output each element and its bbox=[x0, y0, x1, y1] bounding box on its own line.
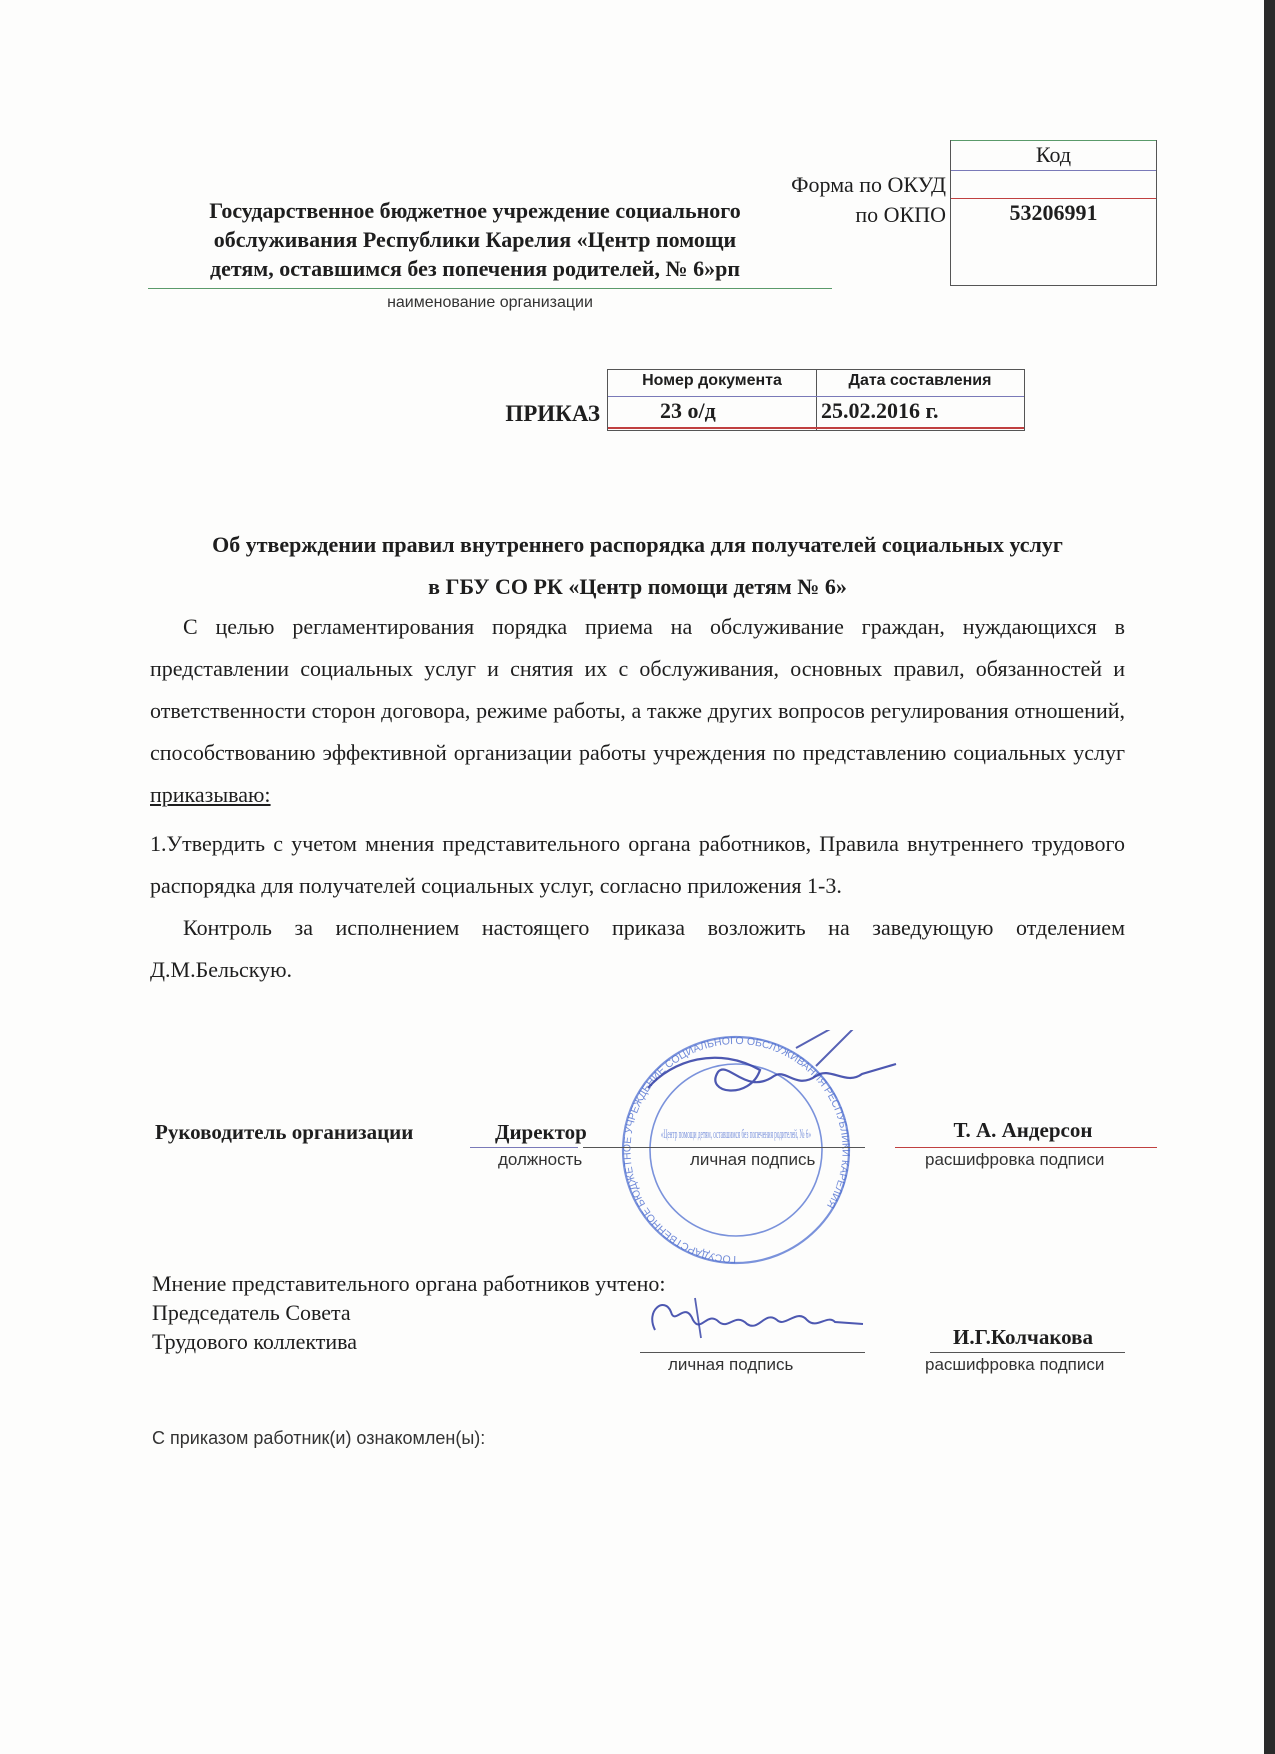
head-name: Т. А. Андерсон bbox=[953, 1118, 1093, 1142]
council-chair-line2: Трудового коллектива bbox=[152, 1329, 357, 1354]
code-header: Код bbox=[1035, 142, 1072, 167]
head-label: Руководитель организации bbox=[155, 1120, 414, 1144]
order-title: ПРИКАЗ bbox=[505, 401, 600, 426]
okpo-value: 53206991 bbox=[1009, 200, 1098, 225]
item-1-paragraph: 1.Утвердить с учетом мнения представительного органа работников, Правила внутреннего трудового распорядка для получателей социальных услуг, согласно приложения 1-3. bbox=[150, 831, 1125, 898]
head-position: Директор bbox=[495, 1120, 587, 1144]
okud-label: Форма по ОКУД bbox=[791, 172, 946, 197]
order-table-line bbox=[608, 396, 1024, 397]
organization-name bbox=[150, 196, 800, 283]
council-signature-icon bbox=[635, 1290, 865, 1350]
council-chair-line1: Председатель Совета bbox=[152, 1300, 351, 1325]
code-table-top-line bbox=[951, 140, 1156, 141]
intro-verb: приказываю: bbox=[150, 782, 271, 807]
order-table bbox=[607, 369, 1025, 431]
stamp-center-text: «Центр помощи детям, оставшимся без попечения родителей, № 6» bbox=[661, 1126, 811, 1141]
organization-caption: наименование организации bbox=[387, 294, 593, 311]
code-table-line bbox=[951, 170, 1156, 171]
order-heading-line2: в ГБУ СО РК «Центр помощи детям № 6» bbox=[428, 574, 847, 599]
order-table-line bbox=[608, 427, 1024, 429]
name-caption: расшифровка подписи bbox=[925, 1150, 1105, 1169]
position-caption: должность bbox=[498, 1150, 583, 1169]
name-line bbox=[895, 1147, 1157, 1148]
intro-paragraph bbox=[150, 606, 1125, 816]
control-paragraph: Контроль за исполнением настоящего приказа возложить на заведующую отделением Д.М.Бельскую. bbox=[150, 915, 1125, 982]
council-name: И.Г.Колчакова bbox=[953, 1325, 1093, 1349]
council-signature-line bbox=[640, 1352, 865, 1353]
council-signature-caption: личная подпись bbox=[668, 1355, 794, 1374]
organization-name-line: детям, оставшимся без попечения родителей, № 6»рп bbox=[209, 256, 740, 281]
acquaintance-line: С приказом работник(и) ознакомлен(ы): bbox=[152, 1428, 486, 1448]
organization-name-line: обслуживания Республики Карелия «Центр помощи bbox=[213, 227, 737, 252]
signature-caption: личная подпись bbox=[690, 1150, 816, 1169]
organization-underline bbox=[148, 288, 832, 289]
order-table-divider bbox=[816, 370, 817, 430]
council-opinion: Мнение представительного органа работников учтено: bbox=[152, 1271, 666, 1296]
code-table-line bbox=[951, 198, 1156, 199]
document-number: 23 о/д bbox=[660, 398, 716, 423]
council-name-caption: расшифровка подписи bbox=[925, 1355, 1105, 1374]
document-date: 25.02.2016 г. bbox=[821, 398, 939, 423]
scan-edge bbox=[1264, 0, 1275, 1754]
signature-line bbox=[583, 1147, 865, 1148]
okpo-label: по ОКПО bbox=[855, 202, 946, 227]
document-date-header: Дата составления bbox=[848, 372, 992, 389]
council-name-line bbox=[930, 1352, 1125, 1353]
position-line bbox=[470, 1147, 578, 1148]
code-table bbox=[950, 140, 1157, 286]
intro-text: С целью регламентирования порядка приема на обслуживание граждан, нуждающихся в представлении социальных услуг и снятия их с обслуживания, основных правил, обязанностей и ответственности сторон договора, режиме работы, а также других вопросов регулирования отношений, способствованию эффективной организации работы учреждения по представлению социальных услуг bbox=[150, 614, 1125, 765]
order-heading-line1: Об утверждении правил внутреннего распорядка для получателей социальных услуг bbox=[212, 532, 1063, 557]
svg-text:ГОСУДАРСТВЕННОЕ БЮДЖЕТНОЕ УЧРЕ: ГОСУДАРСТВЕННОЕ БЮДЖЕТНОЕ УЧРЕЖДЕНИЕ СОЦИАЛЬНОГО ОБСЛУЖИВАНИЯ РЕСПУБЛИКИ КАРЕЛИЯ bbox=[621, 1034, 852, 1266]
organization-name-line: Государственное бюджетное учреждение социального bbox=[209, 198, 741, 223]
document-number-header: Номер документа bbox=[642, 372, 782, 389]
code-table-bottom-line bbox=[951, 285, 1156, 286]
